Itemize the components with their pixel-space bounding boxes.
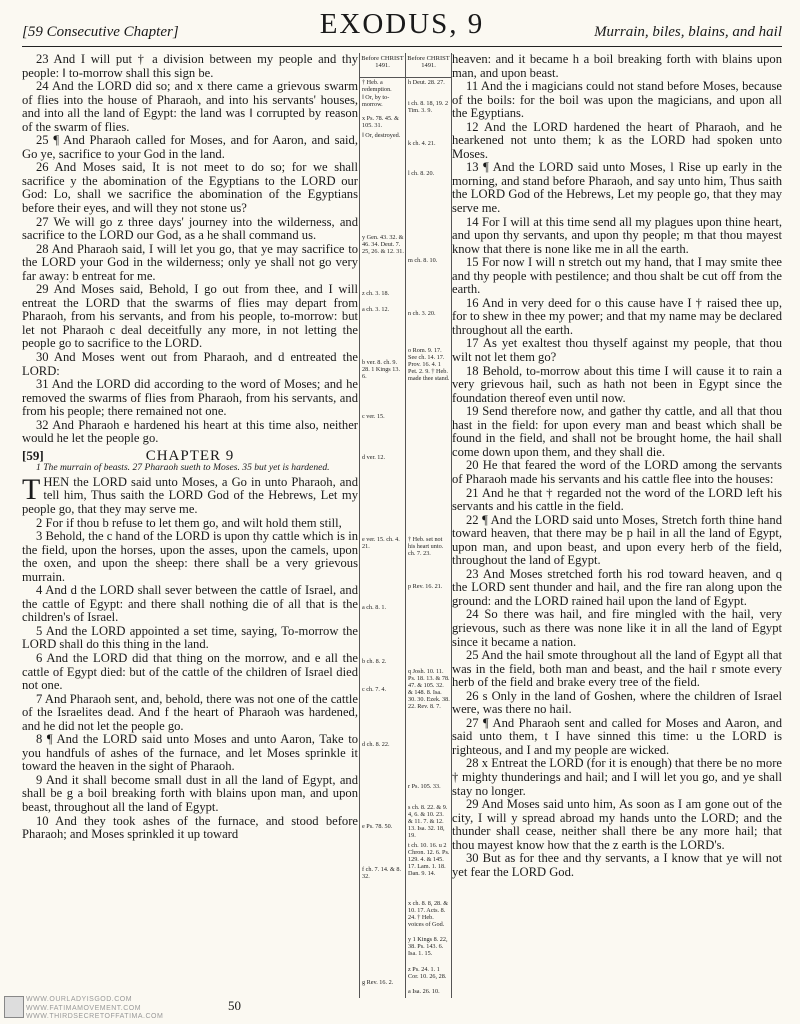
margin-ref: n ch. 3. 20. xyxy=(408,310,436,317)
verse: 18 Behold, to-morrow about this time I will cause it to rain a very grievous hail, such as hath not been in Egypt since the foundation thereof even until now. xyxy=(452,363,782,405)
margin-ref: g Rev. 16. 2. xyxy=(362,979,394,986)
verse: 20 He that feared the word of the LORD among the servants of Pharaoh made his servants and his cattle flee into the houses: xyxy=(452,458,782,486)
margin-ref: ‖ Or, destroyed. xyxy=(362,132,401,139)
verse: 12 And the LORD hardened the heart of Pharaoh, and he hearkened not unto them; k as the LORD had spoken unto Moses. xyxy=(452,119,782,161)
margin-ref: e Ps. 78. 50. xyxy=(362,823,393,830)
verse-first xyxy=(22,472,358,517)
verse: 29 And Moses said unto him, As soon as I am gone out of the city, I will y spread abroad my hands unto the LORD; and the thunder shall cease, neither shall there be any more hail; that thou mayest know how that the z earth is the LORD's. xyxy=(452,797,782,852)
verse: 5 And the LORD appointed a set time, saying, To-morrow the LORD shall do this thing in the land. xyxy=(22,623,358,652)
margin-ref: r Ps. 105. 33. xyxy=(408,783,441,790)
verse: 30 And Moses went out from Pharaoh, and d entreated the LORD: xyxy=(22,350,358,378)
margin-ref: s ch. 8. 22. & 9. 4, 6. & 10. 23. & 11. 7. & 12. 13. Isa. 32. 18, 19. xyxy=(408,804,448,839)
margin-ref: † Heb. set not his heart unto. ch. 7. 23. xyxy=(408,536,444,557)
verse: heaven: and it became h a boil breaking forth with blains upon man, and upon beast. xyxy=(452,53,782,80)
verse: 6 And the LORD did that thing on the morrow, and e all the cattle of Egypt died: but of the cattle of the children of Israel died not one. xyxy=(22,651,358,693)
verse: 31 And the LORD did according to the word of Moses; and he removed the swarms of flies from Pharaoh, from his servants, and from his people; there remained not one. xyxy=(22,377,358,419)
margin-col-1 xyxy=(360,53,406,998)
page-title: EXODUS, 9 xyxy=(319,8,485,40)
footer-url[interactable]: WWW.FATIMAMOVEMENT.COM xyxy=(26,1004,142,1012)
margin-ref: f ch. 7. 14. & 8. 32. xyxy=(362,866,402,880)
verse: 25 ¶ And Pharaoh called for Moses, and for Aaron, and said, Go ye, sacrifice to your God in the land. xyxy=(22,133,358,161)
consecutive-chapter-label: [59 Consecutive Chapter] xyxy=(22,24,179,40)
margin-ref: i ch. 8. 18, 19. 2 Tim. 3. 9. xyxy=(408,100,449,114)
margin-ref: y 1 Kings 8. 22, 38. Ps. 143. 6. Isa. 1. 15. xyxy=(408,936,448,957)
verse: 9 And it shall become small dust in all the land of Egypt, and shall be g a boil breaking forth with blains upon man, and upon beast, throughout all the land of Egypt. xyxy=(22,772,358,815)
margin-ref: ‖ Or, by to-morrow. xyxy=(362,94,390,108)
margin-ref: l ch. 8. 20. xyxy=(408,170,435,177)
verse: 28 x Entreat the LORD (for it is enough) that there be no more † mighty thunderings and hail; and I will let you go, and ye shall stay no longer. xyxy=(452,756,782,798)
verse: 30 But as for thee and thy servants, a I know that ye will not yet fear the LORD God. xyxy=(452,851,782,879)
verse: 19 Send therefore now, and gather thy cattle, and all that thou hast in the field: for upon every man and beast which shall be found in the field, and shall not be brought home, the hail shall come down upon them, and they shall die. xyxy=(452,404,782,459)
page-topic: Murrain, biles, blains, and hail xyxy=(594,24,782,40)
margin-ref: a Isa. 26. 10. xyxy=(408,988,440,995)
margin-ref: x ch. 8. 8, 28. & 10. 17. Acts. 8. 24. † Heb. voices of God. xyxy=(408,900,449,928)
verse: 2 For if thou b refuse to let them go, and wilt hold them still, xyxy=(36,515,342,530)
margin-ref: c ver. 15. xyxy=(362,413,385,420)
chapter-number: [59] xyxy=(22,447,44,463)
verse: 3 Behold, the c hand of the LORD is upon thy cattle which is in the field, upon the horses, upon the asses, upon the camels, upon the oxen, and upon the sheep: there shall be a very grievous murrain. xyxy=(22,529,358,584)
margin-ref: † Heb. a redemption. xyxy=(362,79,392,93)
verse: 17 As yet exaltest thou thyself against my people, that thou wilt not let them go? xyxy=(452,336,782,365)
verse: 16 And in very deed for o this cause have I † raised thee up, for to shew in thee my power; and that my name may be declared throughout all the earth. xyxy=(452,295,782,337)
verse: 25 And the hail smote throughout all the land of Egypt all that was in the field, both man and beast, and the hail r smote every herb of the field and brake every tree of the field. xyxy=(452,648,782,690)
verse: 21 And he that † regarded not the word of the LORD left his servants and his cattle in the field. xyxy=(452,485,782,514)
margin-ref: z ch. 3. 18. xyxy=(362,290,390,297)
verse: 27 ¶ And Pharaoh sent and called for Moses and Aaron, and said unto them, t I have sinned this time: u the LORD is righteous, and I and my people are wicked. xyxy=(452,715,782,757)
margin-ref: y Gen. 43. 32. & 46. 34. Deut. 7. 25, 26. & 12. 31. xyxy=(362,234,404,255)
margin-ref: c ch. 7. 4. xyxy=(362,686,387,693)
margin-ref: m ch. 8. 10. xyxy=(408,257,438,264)
margin-ref: e ver. 15. ch. 4. 21. xyxy=(362,536,400,550)
margin-ref: o Rom. 9. 17. See ch. 14. 17. Prov. 16. 4. 1 Pet. 2. 9. † Heb. made thee stand. xyxy=(408,347,450,382)
chapter-summary: 1 The murrain of beasts. 27 Pharaoh sueth to Moses. 35 but yet is hardened. xyxy=(36,462,330,474)
drop-cap: T xyxy=(22,472,41,506)
verse: 26 And Moses said, It is not meet to do so; for we shall sacrifice y the abomination of the Egyptians to the LORD our God: Lo, shall we sacrifice the abomination of the Egyptians before their eyes, and will they not stone us? xyxy=(22,160,358,216)
margin-references xyxy=(359,53,452,998)
margin-ref: z Ps. 24. 1. 1 Cor. 10. 26, 28. xyxy=(408,966,447,980)
margin-ref: b ver. 8. ch. 9. 28. 1 Kings 13. 6. xyxy=(362,359,400,380)
margin-ref: t ch. 10. 16. u 2 Chron. 12. 6. Ps. 129. 4. & 145. 17. Lam. 1. 18. Dan. 9. 14. xyxy=(408,842,450,877)
verse: 22 ¶ And the LORD said unto Moses, Stretch forth thine hand toward heaven, that there may be p hail in all the land of Egypt, upon man, and upon beast, and upon every herb of the field, throughout the land of Egypt. xyxy=(452,512,782,568)
verse: 8 ¶ And the LORD said unto Moses and unto Aaron, Take to you handfuls of ashes of the furnace, and let Moses sprinkle it toward the heaven in the sight of Pharaoh. xyxy=(22,732,358,774)
margin-ref: x Ps. 78. 45. & 105. 31. xyxy=(362,115,399,129)
verse: 14 For I will at this time send all my plagues upon thine heart, and upon thy servants, and upon thy people; m that thou mayest know that there is none like me in all the earth. xyxy=(452,214,782,256)
margin-year-heading: Before CHRIST 1491. xyxy=(406,53,451,78)
verse: 4 And d the LORD shall sever between the cattle of Israel, and the cattle of Egypt: and there shall nothing die of all that is the children's of Israel. xyxy=(22,583,358,625)
footer-url[interactable]: WWW.OURLADYISGOD.COM xyxy=(26,996,133,1003)
margin-ref: b ch. 8. 2. xyxy=(362,658,387,665)
footer-url[interactable]: WWW.THIRDSECRETOFFATIMA.COM xyxy=(26,1013,164,1020)
left-column xyxy=(22,53,358,998)
verse: 26 s Only in the land of Goshen, where the children of Israel were, was there no hail. xyxy=(452,688,782,717)
verse: 24 And the LORD did so; and x there came a grievous swarm of flies into the house of Pharaoh, and into his servants' houses, and into all the land of Egypt: the land was ‖ corrupted by reason of the swarm of flies. xyxy=(22,79,358,134)
margin-ref: a ch. 8. 1. xyxy=(362,604,387,611)
chapter-heading: CHAPTER 9 xyxy=(145,447,235,464)
right-column xyxy=(452,53,782,998)
verse: 28 And Pharaoh said, I will let you go, that ye may sacrifice to the LORD your God in the wilderness; only ye shall not go very far away: b entreat for me. xyxy=(22,241,358,283)
verse: 23 And I will put † a division between my people and thy people: ‖ to-morrow shall this sign be. xyxy=(22,53,358,80)
margin-ref: d ver. 12. xyxy=(362,454,386,461)
verse: 24 So there was hail, and fire mingled with the hail, very grievous, such as there was none like it in all the land of Egypt since it became a nation. xyxy=(452,607,782,649)
verse: 13 ¶ And the LORD said unto Moses, l Rise up early in the morning, and stand before Pharaoh, and say unto him, Thus saith the LORD God of the Hebrews, Let my people go, that they may serve me. xyxy=(452,160,782,216)
margin-ref: q Josh. 10. 11. Ps. 18. 13. & 78. 47. & 105. 32. & 148. 8. Isa. 30. 30. Ezek. 38. 22. Rev. 8. 7. xyxy=(408,668,450,710)
verse: 23 And Moses stretched forth his rod toward heaven, and q the LORD sent thunder and hail, and the fire ran along upon the ground: and the LORD rained hail upon the land of Egypt. xyxy=(452,566,782,608)
verse: 11 And the i magicians could not stand before Moses, because of the boils: for the boil was upon the magicians, and upon all the Egyptians. xyxy=(452,79,782,121)
verse: 7 And Pharaoh sent, and, behold, there was not one of the cattle of the Israelites dead. And f the heart of Pharaoh was hardened, and he did not let the people go. xyxy=(22,691,358,733)
margin-year-heading: Before CHRIST 1491. xyxy=(360,53,405,78)
footer-urls xyxy=(26,996,163,1022)
margin-ref: p Rev. 16. 21. xyxy=(408,583,443,590)
margin-ref: k ch. 4. 21. xyxy=(408,140,436,147)
chapter-title-row xyxy=(22,449,358,464)
margin-ref: a ch. 3. 12. xyxy=(362,306,390,313)
margin-ref: d ch. 8. 22. xyxy=(362,741,390,748)
verse: 10 And they took ashes of the furnace, and stood before Pharaoh; and Moses sprinkled it up toward xyxy=(22,813,358,842)
margin-col-2 xyxy=(406,53,451,998)
page-number: 50 xyxy=(228,998,241,1013)
verse: 15 For now I will n stretch out my hand, that I may smite thee and thy people with pestilence; and thou shalt be cut off from the earth. xyxy=(452,255,782,297)
verse: 27 We will go z three days' journey into the wilderness, and sacrifice to the LORD our God, as a he shall command us. xyxy=(22,214,358,243)
page-header xyxy=(22,6,782,47)
verse: 29 And Moses said, Behold, I go out from thee, and I will entreat the LORD that the swarms of flies may depart from Pharaoh, from his servants, and from his people, to-morrow: but let not Pharaoh c deal deceitfully any more, in not letting the people go to sacrifice to the LORD. xyxy=(22,282,358,351)
verse-text: HEN the LORD said unto Moses, a Go in unto Pharaoh, and tell him, Thus saith the LORD God of the Hebrews, Let my people go, that they may serve me. xyxy=(22,474,358,516)
site-logo-icon xyxy=(4,996,24,1018)
verse: 32 And Pharaoh e hardened his heart at this time also, neither would he let the people go. xyxy=(22,417,358,446)
margin-ref: h Deut. 28. 27. xyxy=(408,79,445,86)
